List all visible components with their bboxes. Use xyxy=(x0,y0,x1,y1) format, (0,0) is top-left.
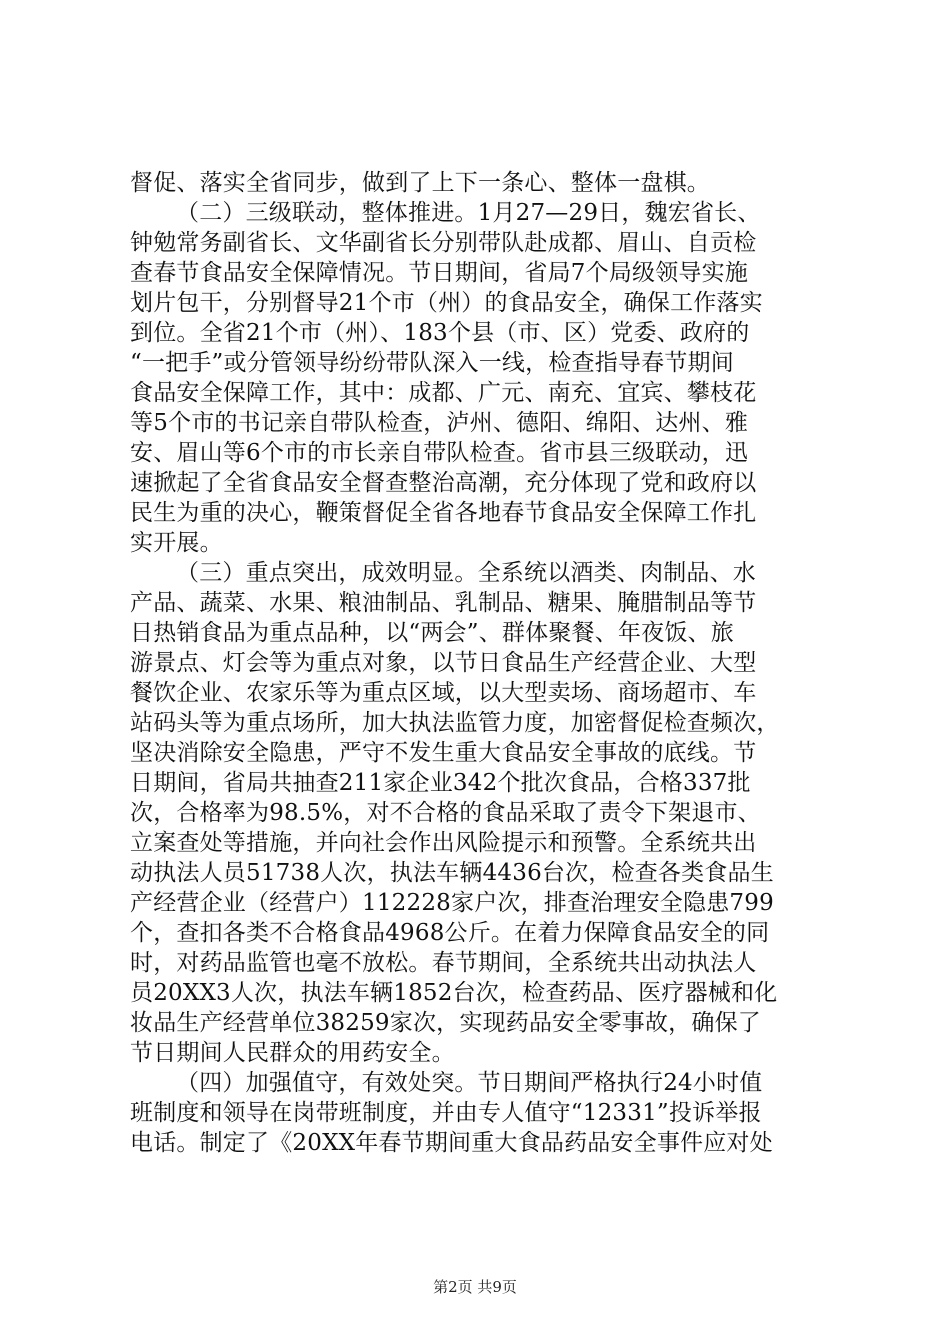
document-body xyxy=(130,168,830,1158)
text-line: 动执法人员51738人次，执法车辆4436台次，检查各类食品生 xyxy=(130,860,774,886)
text-line: 民生为重的决心，鞭策督促全省各地春节食品安全保障工作扎 xyxy=(130,500,757,526)
text-line: 电话。制定了《20XX年春节期间重大食品药品安全事件应对处 xyxy=(130,1130,773,1156)
text-line: 坚决消除安全隐患，严守不发生重大食品安全事故的底线。节 xyxy=(130,740,757,766)
text-line: 查春节食品安全保障情况。节日期间，省局7个局级领导实施 xyxy=(130,260,749,286)
text-line: 食品安全保障工作，其中：成都、广元、南充、宜宾、攀枝花 xyxy=(130,380,757,406)
text-line: “一把手”或分管领导纷纷带队深入一线，检查指导春节期间 xyxy=(130,350,734,376)
text-line: 产品、蔬菜、水果、粮油制品、乳制品、糖果、腌腊制品等节 xyxy=(130,590,757,616)
text-line: （二）三级联动，整体推进。1月27—29日，魏宏省长、 xyxy=(176,200,761,226)
text-line: 钟勉常务副省长、文华副省长分别带队赴成都、眉山、自贡检 xyxy=(130,230,757,256)
text-line: 时，对药品监管也毫不放松。春节期间，全系统共出动执法人 xyxy=(130,950,757,976)
text-line: 速掀起了全省食品安全督查整治高潮，充分体现了党和政府以 xyxy=(130,470,757,496)
text-line: 到位。全省21个市（州）、183个县（市、区）党委、政府的 xyxy=(130,320,750,346)
text-line: 节日期间人民群众的用药安全。 xyxy=(130,1040,455,1066)
text-line: 安、眉山等6个市的市长亲自带队检查。省市县三级联动，迅 xyxy=(130,440,749,466)
text-line: 立案查处等措施，并向社会作出风险提示和预警。全系统共出 xyxy=(130,830,757,856)
text-line: 督促、落实全省同步，做到了上下一条心、整体一盘棋。 xyxy=(130,170,710,196)
text-line: 游景点、灯会等为重点对象，以节日食品生产经营企业、大型 xyxy=(130,650,757,676)
text-line: （三）重点突出，成效明显。全系统以酒类、肉制品、水 xyxy=(176,560,756,586)
text-line: 个，查扣各类不合格食品4968公斤。在着力保障食品安全的同 xyxy=(130,920,770,946)
text-line: 员20XX3人次，执法车辆1852台次，检查药品、医疗器械和化 xyxy=(130,980,778,1006)
text-line: 班制度和领导在岗带班制度，并由专人值守“12331”投诉举报 xyxy=(130,1100,762,1126)
text-line: 实开展。 xyxy=(130,530,223,556)
text-line: 日热销食品为重点品种，以“两会”、群体聚餐、年夜饭、旅 xyxy=(130,620,734,646)
text-line: 日期间，省局共抽查211家企业342个批次食品，合格337批 xyxy=(130,770,751,796)
text-line: 站码头等为重点场所，加大执法监管力度，加密督促检查频次， xyxy=(130,710,780,736)
text-line: 次，合格率为98.5%，对不合格的食品采取了责令下架退市、 xyxy=(130,800,761,826)
text-line: （四）加强值守，有效处突。节日期间严格执行24小时值 xyxy=(176,1070,763,1096)
page-number: 第2页 共9页 xyxy=(433,1278,517,1296)
text-line: 产经营企业（经营户）112228家户次，排查治理安全隐患799 xyxy=(130,890,774,916)
text-line: 等5个市的书记亲自带队检查，泸州、德阳、绵阳、达州、雅 xyxy=(130,410,749,436)
text-line: 划片包干，分别督导21个市（州）的食品安全，确保工作落实 xyxy=(130,290,763,316)
page-footer xyxy=(0,1276,950,1297)
text-line: 餐饮企业、农家乐等为重点区域，以大型卖场、商场超市、车 xyxy=(130,680,757,706)
text-line: 妆品生产经营单位38259家次，实现药品安全零事故，确保了 xyxy=(130,1010,761,1036)
